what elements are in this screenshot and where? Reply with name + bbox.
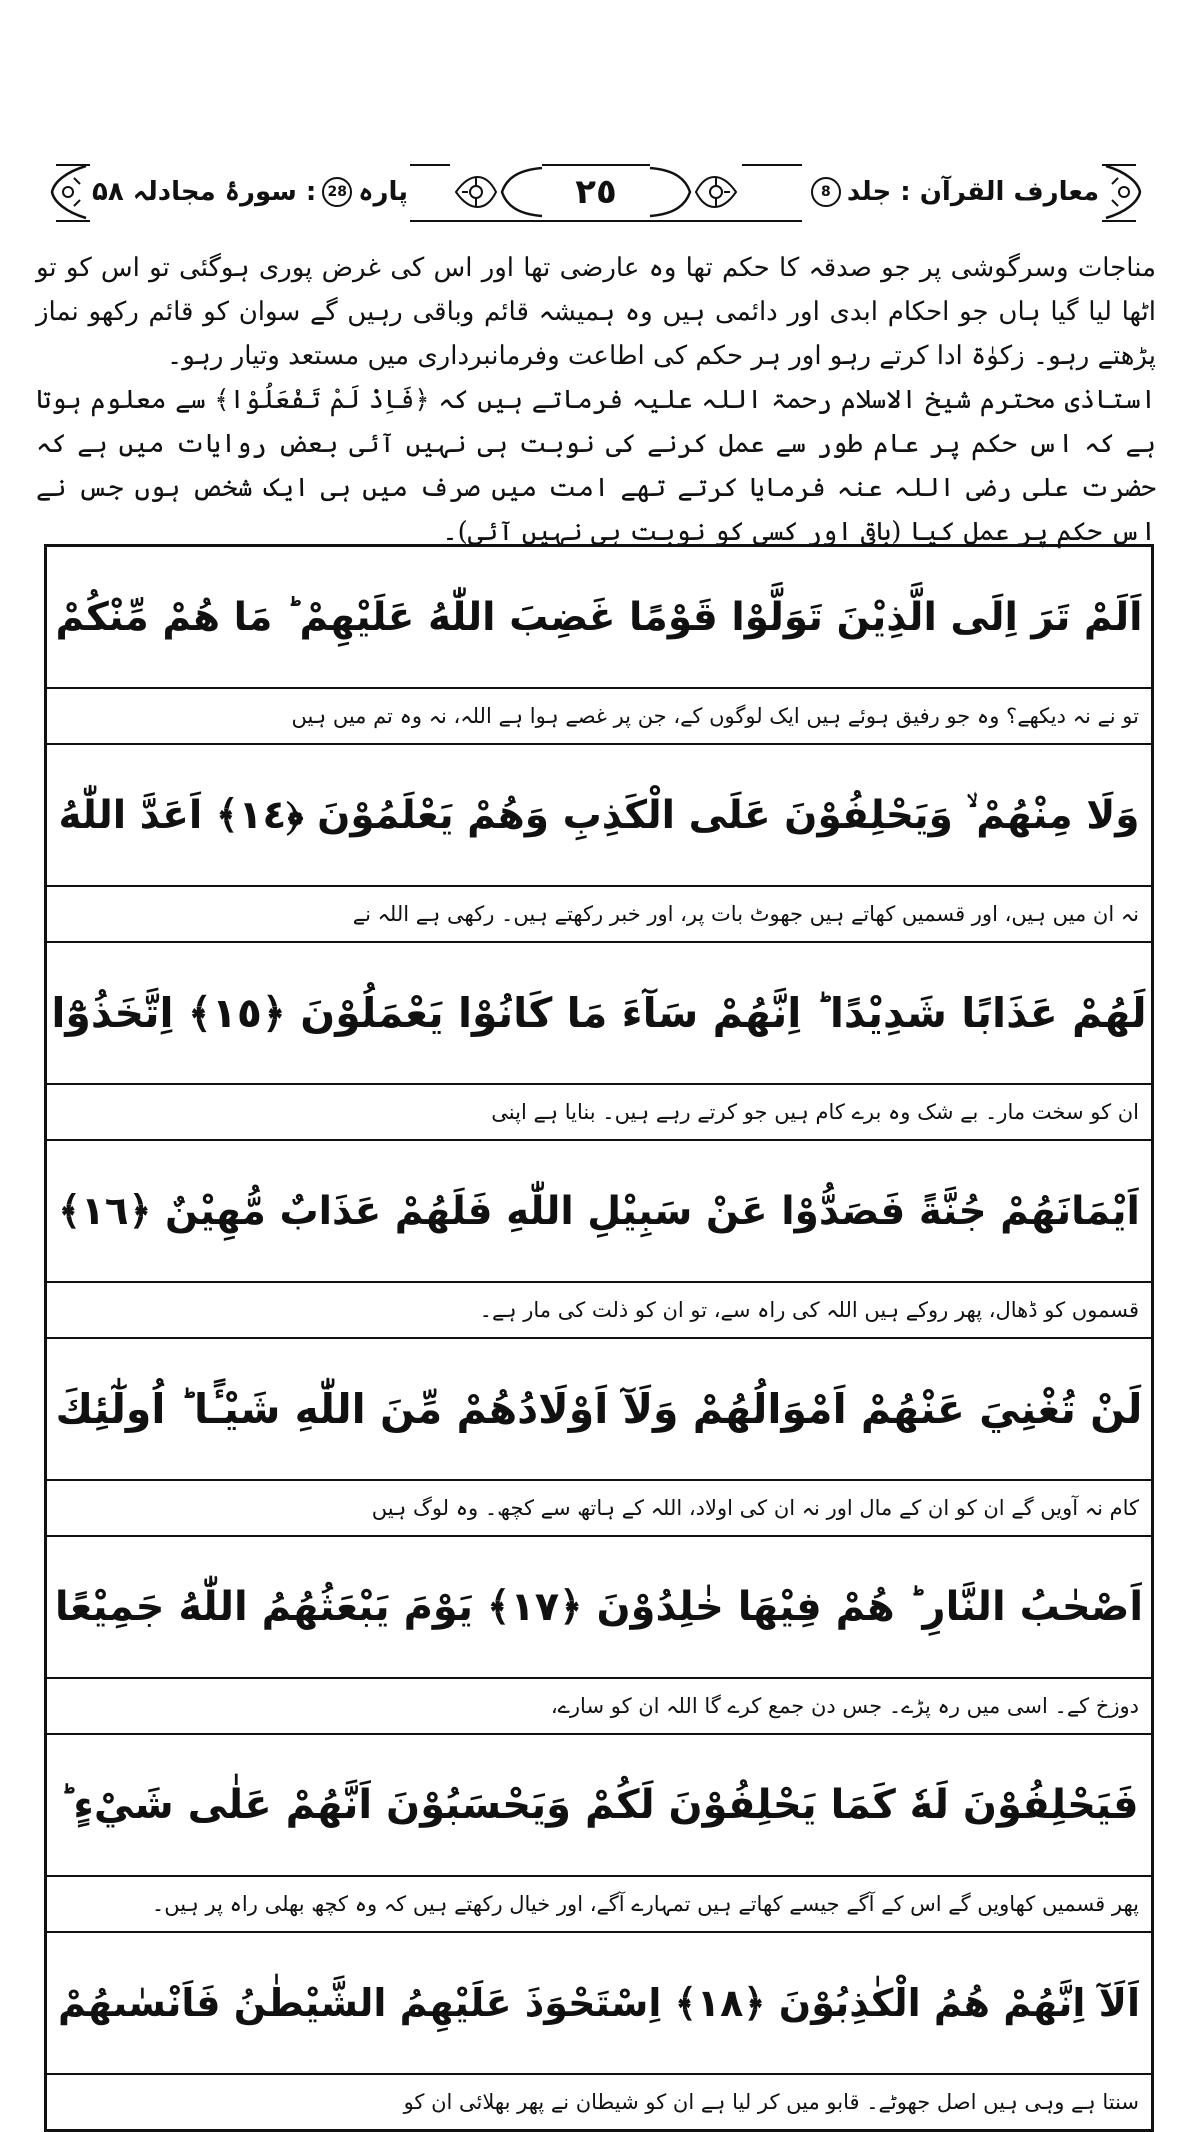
- page-number-ornament: [446, 150, 746, 234]
- commentary-paragraph: مناجات وسرگوشی پر جو صدقہ کا حکم تھا وہ عارضی تھا اور اس کی غرض پوری ہوگئی تو اس کو تو اٹھا لیا گیا ہاں جو احکام ابدی اور دائمی ہیں وہ ہمیشہ قائم وباقی رہیں گے سوان کو قائم رکھو نماز پڑھتے رہو۔ زکوٰۃ ادا کرتے رہو اور ہر حکم کی اطاعت وفرمانبرداری میں مستعد وتیار رہو۔: [36, 253, 1156, 371]
- arabic-verse-line: لَهُمْ عَذَابًا شَدِيْدًا ؕ اِنَّهُمْ سَآءَ مَا كَانُوْا يَعْمَلُوْنَ ﴿١٥﴾ اِتَّخَذُوْٓا: [47, 943, 1151, 1085]
- urdu-translation-line: قسموں کو ڈھال، پھر روکے ہیں اللہ کی راہ سے، تو ان کو ذلت کی مار ہے۔: [47, 1283, 1151, 1339]
- arabic-verse-line: لَنْ تُغْنِيَ عَنْهُمْ اَمْوَالُهُمْ وَلَآ اَوْلَادُهُمْ مِّنَ اللّٰهِ شَيْـًٔا ؕ اُولٰٓئِكَ: [47, 1339, 1151, 1481]
- para-number: 28: [322, 177, 352, 207]
- para-surah-label: [90, 156, 410, 228]
- urdu-translation-line: ان کو سخت مار۔ بے شک وہ برے کام ہیں جو کرتے رہے ہیں۔ بنایا ہے اپنی: [47, 1085, 1151, 1141]
- book-title-text: معارف القرآن : جلد: [846, 177, 1100, 207]
- arabic-verse-line: اَصْحٰبُ النَّارِ ؕ هُمْ فِيْهَا خٰلِدُوْنَ ﴿١٧﴾ يَوْمَ يَبْعَثُهُمُ اللّٰهُ جَمِيْعًا: [47, 1537, 1151, 1679]
- commentary-text: [36, 246, 1156, 554]
- urdu-translation-line: نہ ان میں ہیں، اور قسمیں کھاتے ہیں جھوٹ بات پر، اور خبر رکھتے ہیں۔ رکھی ہے اللہ نے: [47, 887, 1151, 943]
- arabic-verse-line: اَيْمَانَهُمْ جُنَّةً فَصَدُّوْا عَنْ سَبِيْلِ اللّٰهِ فَلَهُمْ عَذَابٌ مُّهِيْنٌ ﴿١٦﴾: [47, 1141, 1151, 1283]
- surah-label: : سورۂ مجادلہ ۵۸: [91, 177, 317, 207]
- arabic-verse-line: وَلَا مِنْهُمْ ۙ وَيَحْلِفُوْنَ عَلَى الْكَذِبِ وَهُمْ يَعْلَمُوْنَ ﴿١٤﴾ اَعَدَّ اللّٰهُ: [47, 745, 1151, 887]
- page-number: ٢٥: [575, 172, 617, 212]
- arabic-verse-line: اَلَآ اِنَّهُمْ هُمُ الْكٰذِبُوْنَ ﴿١٨﴾ اِسْتَحْوَذَ عَلَيْهِمُ الشَّيْطٰنُ فَاَنْسٰىهُمْ: [47, 1933, 1151, 2075]
- urdu-translation-line: پھر قسمیں کھاویں گے اس کے آگے جیسے کھاتے ہیں تمہارے آگے، اور خیال رکھتے ہیں کہ وہ کچھ بھلی راہ پر ہیں۔: [47, 1877, 1151, 1933]
- arabic-verse-line: اَلَمْ تَرَ اِلَى الَّذِيْنَ تَوَلَّوْا قَوْمًا غَضِبَ اللّٰهُ عَلَيْهِمْ ؕ مَا هُمْ مِّنْكُمْ: [47, 547, 1151, 689]
- urdu-translation-line: کام نہ آویں گے ان کو ان کے مال اور نہ ان کی اولاد، اللہ کے ہاتھ سے کچھ۔ وہ لوگ ہیں: [47, 1481, 1151, 1537]
- arabic-verse-line: فَيَحْلِفُوْنَ لَهٗ كَمَا يَحْلِفُوْنَ لَكُمْ وَيَحْسَبُوْنَ اَنَّهُمْ عَلٰى شَيْءٍ ؕ: [47, 1735, 1151, 1877]
- header-right-end-ornament: [1102, 158, 1146, 226]
- urdu-translation-line: سنتا ہے وہی ہیں اصل جھوٹے۔ قابو میں کر لیا ہے ان کو شیطان نے پھر بھلائی ان کو: [403, 2090, 1139, 2114]
- header-left-end-ornament: [46, 158, 90, 226]
- volume-number: 8: [811, 177, 841, 207]
- verse-translation-table: [44, 544, 1154, 2132]
- floral-ornament-left: [446, 160, 546, 224]
- para-label: پارہ: [358, 177, 409, 207]
- urdu-translation-line: تو نے نہ دیکھے؟ وہ جو رفیق ہوئے ہیں ایک لوگوں کے، جن پر غصے ہوا ہے اللہ، نہ وہ تم میں ہیں: [47, 689, 1151, 745]
- commentary-paragraph: استاذی محترم شیخ الاسلام رحمۃ اللہ علیہ فرماتے ہیں کہ ﴿فَاِذْ لَمْ تَفْعَلُوْا﴾ سے معلوم ہوتا ہے کہ اس حکم پر عام طور سے عمل کرنے کی نوبت ہی نہیں آئی بعض روایات میں ہے کہ حضرت علی رضی اللہ عنہ فرمایا کرتے تھے امت میں صرف میں ہی ایک شخص ہوں جس نے اس حکم پر عمل کیا (باقی اور کسی کو نوبت ہی نہیں آئی)۔: [36, 385, 1156, 547]
- book-title: [802, 156, 1102, 228]
- urdu-translation-line: دوزخ کے۔ اسی میں رہ پڑے۔ جس دن جمع کرے گا اللہ ان کو سارے،: [47, 1679, 1151, 1735]
- page-header: [56, 150, 1136, 234]
- floral-ornament-right: [646, 160, 746, 224]
